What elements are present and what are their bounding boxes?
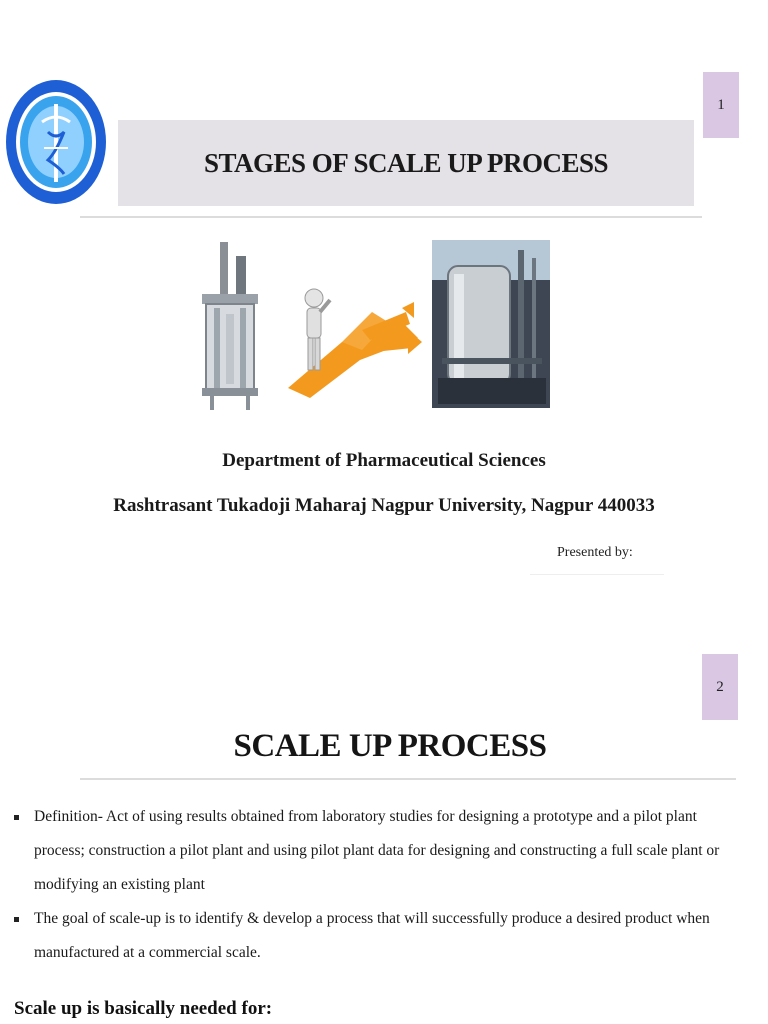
presenter-underline — [530, 574, 664, 575]
slide-title: STAGES OF SCALE UP PROCESS — [203, 148, 609, 178]
bullet-text: The goal of scale-up is to identify & develop a process that will successfully produce a desired product when manufactured at a commercial scale. — [34, 910, 710, 961]
page-number-badge: 1 — [703, 72, 739, 138]
slide-2 — [0, 620, 768, 1024]
list-item — [14, 902, 749, 970]
slide-title: SCALE UP PROCESS — [233, 728, 547, 764]
bullet-list — [14, 800, 749, 970]
person-at-crossroads-icon — [288, 289, 422, 398]
title-band — [118, 120, 694, 206]
lab-bioreactor-icon — [202, 242, 258, 410]
bullet-icon — [14, 815, 19, 820]
bullet-text: Definition- Act of using results obtained from laboratory studies for designing a prototype and a pilot plant process; construction a pilot plant and using pilot plant data for designing and constructing a full scale plant or modifying an existing plant — [34, 808, 720, 893]
university-seal-icon — [4, 78, 108, 206]
page-number-badge: 2 — [702, 654, 738, 720]
university-name: Rashtrasant Tukadoji Maharaj Nagpur University, Nagpur 440033 — [113, 495, 655, 516]
scale-up-illustration — [192, 238, 554, 414]
list-item — [14, 800, 749, 902]
industrial-plant-icon — [432, 240, 550, 408]
subheading: Scale up is basically needed for: — [14, 998, 273, 1019]
department-name: Department of Pharmaceutical Sciences — [222, 450, 546, 471]
bullet-icon — [14, 917, 19, 922]
title-divider — [80, 778, 736, 780]
title-divider — [80, 216, 702, 218]
presented-by-label: Presented by: — [557, 545, 633, 560]
